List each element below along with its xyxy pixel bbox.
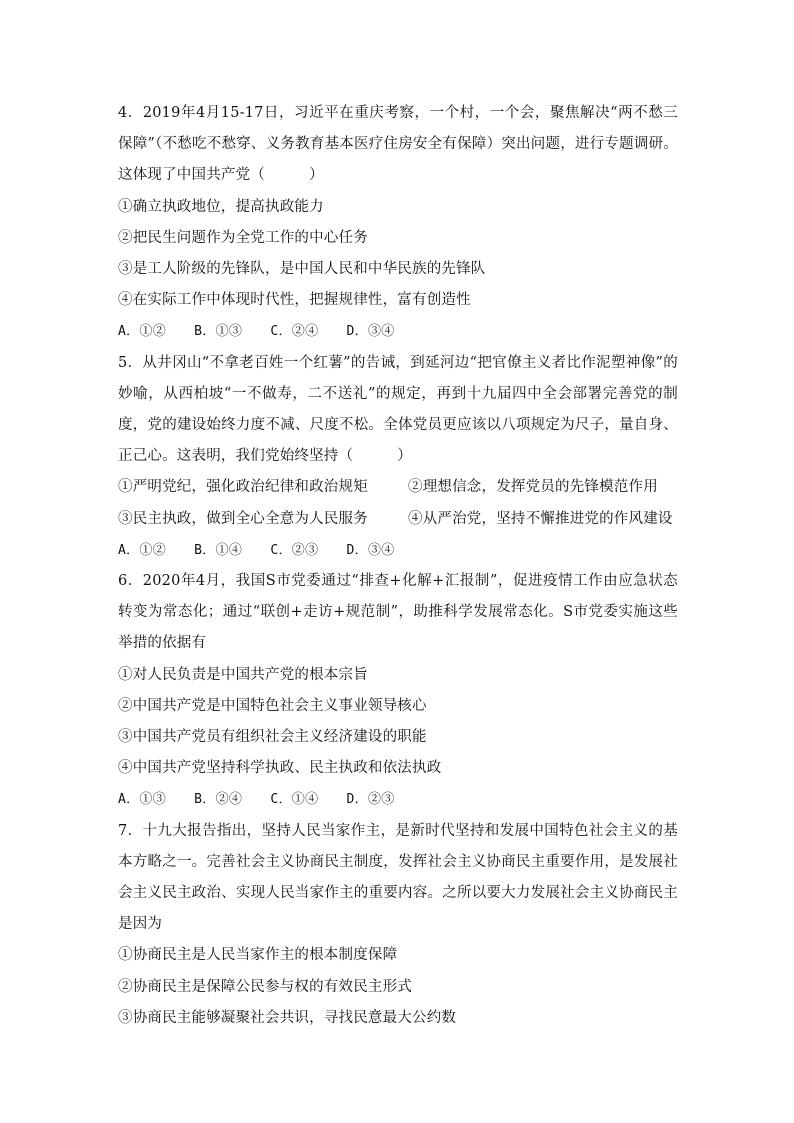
question-6 <box>118 566 678 816</box>
question-list <box>118 98 678 1034</box>
question-4-option-1: ①确立执政地位，提高执政能力 <box>118 198 324 215</box>
question-6-answer-d: D．②③ <box>346 792 395 808</box>
question-5-answer-b: B．①④ <box>194 542 243 558</box>
question-6-stem: 6．2020年4月，我国S市党委通过“排查+化解+汇报制”，促进疫情工作由应急状态转变为常态化；通过“联创+走访+规范制”，助推科学发展常态化。S市党委实施这些举措的依据有 <box>118 573 678 652</box>
question-5-option-row-1 <box>118 472 678 503</box>
question-7-option-3: ③协商民主能够凝聚社会共识，寻找民意最大公约数 <box>118 1009 457 1026</box>
question-6-option-3: ③中国共产党员有组织社会主义经济建设的职能 <box>118 729 427 746</box>
question-5-option-3: ③民主执政，做到全心全意为人民服务 <box>118 510 368 527</box>
question-4-answer-c: C．②④ <box>270 324 319 340</box>
question-6-answer-b: B．②④ <box>194 792 243 808</box>
question-7-option-2: ②协商民主是保障公民参与权的有效民主形式 <box>118 978 412 995</box>
question-5-answer-d: D．③④ <box>346 542 395 558</box>
question-4-option-4: ④在实际工作中体现时代性，把握规律性，富有创造性 <box>118 292 471 309</box>
question-7-stem: 7．十九大报告指出，坚持人民当家作主，是新时代坚持和发展中国特色社会主义的基本方略之一。完善社会主义协商民主制度，发挥社会主义协商民主重要作用，是发展社会主义民主政治、实现人民当家作主的重要内容。之所以要大力发展社会主义协商民主是因为 <box>118 822 678 933</box>
question-6-answers <box>118 784 678 815</box>
question-4-answer-d: D．③④ <box>346 324 395 340</box>
question-6-option-4: ④中国共产党坚持科学执政、民主执政和依法执政 <box>118 760 442 777</box>
question-7 <box>118 816 678 1034</box>
question-5-option-2: ②理想信念，发挥党员的先锋模范作用 <box>408 479 658 496</box>
question-4 <box>118 98 678 348</box>
question-5 <box>118 348 678 566</box>
question-4-answer-b: B．①③ <box>194 324 243 340</box>
question-6-answer-c: C．①④ <box>270 792 319 808</box>
question-7-option-1: ①协商民主是人民当家作主的根本制度保障 <box>118 947 398 964</box>
question-6-option-1: ①对人民负责是中国共产党的根本宗旨 <box>118 666 368 683</box>
question-5-option-1: ①严明党纪，强化政治纪律和政治规矩 <box>118 479 368 496</box>
question-4-option-3: ③是工人阶级的先锋队，是中国人民和中华民族的先锋队 <box>118 261 486 278</box>
question-5-answers <box>118 535 678 566</box>
question-4-answer-a: A．①② <box>118 324 167 340</box>
question-6-option-2: ②中国共产党是中国特色社会主义事业领导核心 <box>118 697 427 714</box>
question-4-option-2: ②把民生问题作为全党工作的中心任务 <box>118 229 368 246</box>
question-4-stem: 4．2019年4月15-17日，习近平在重庆考察，一个村，一个会，聚焦解决“两不愁三保障”（不愁吃不愁穿、义务教育基本医疗住房安全有保障）突出问题，进行专题调研。这体现了中国共产党（ ） <box>118 105 678 184</box>
question-5-answer-c: C．②③ <box>270 542 319 558</box>
question-5-option-row-2 <box>118 504 678 535</box>
question-5-answer-a: A．①② <box>118 542 167 558</box>
question-4-answers <box>118 316 678 347</box>
question-5-option-4: ④从严治党，坚持不懈推进党的作风建设 <box>408 510 673 527</box>
question-5-stem: 5．从井冈山“不拿老百姓一个红薯”的告诫，到延河边“把官僚主义者比作泥塑神像”的妙喻，从西柏坡“一不做寿，二不送礼”的规定，再到十九届四中全会部署完善党的制度，党的建设始终力度不减、尺度不松。全体党员更应该以八项规定为尺子，量自身、正己心。这表明，我们党始终坚持（ ） <box>118 354 678 465</box>
question-6-answer-a: A．①③ <box>118 792 167 808</box>
